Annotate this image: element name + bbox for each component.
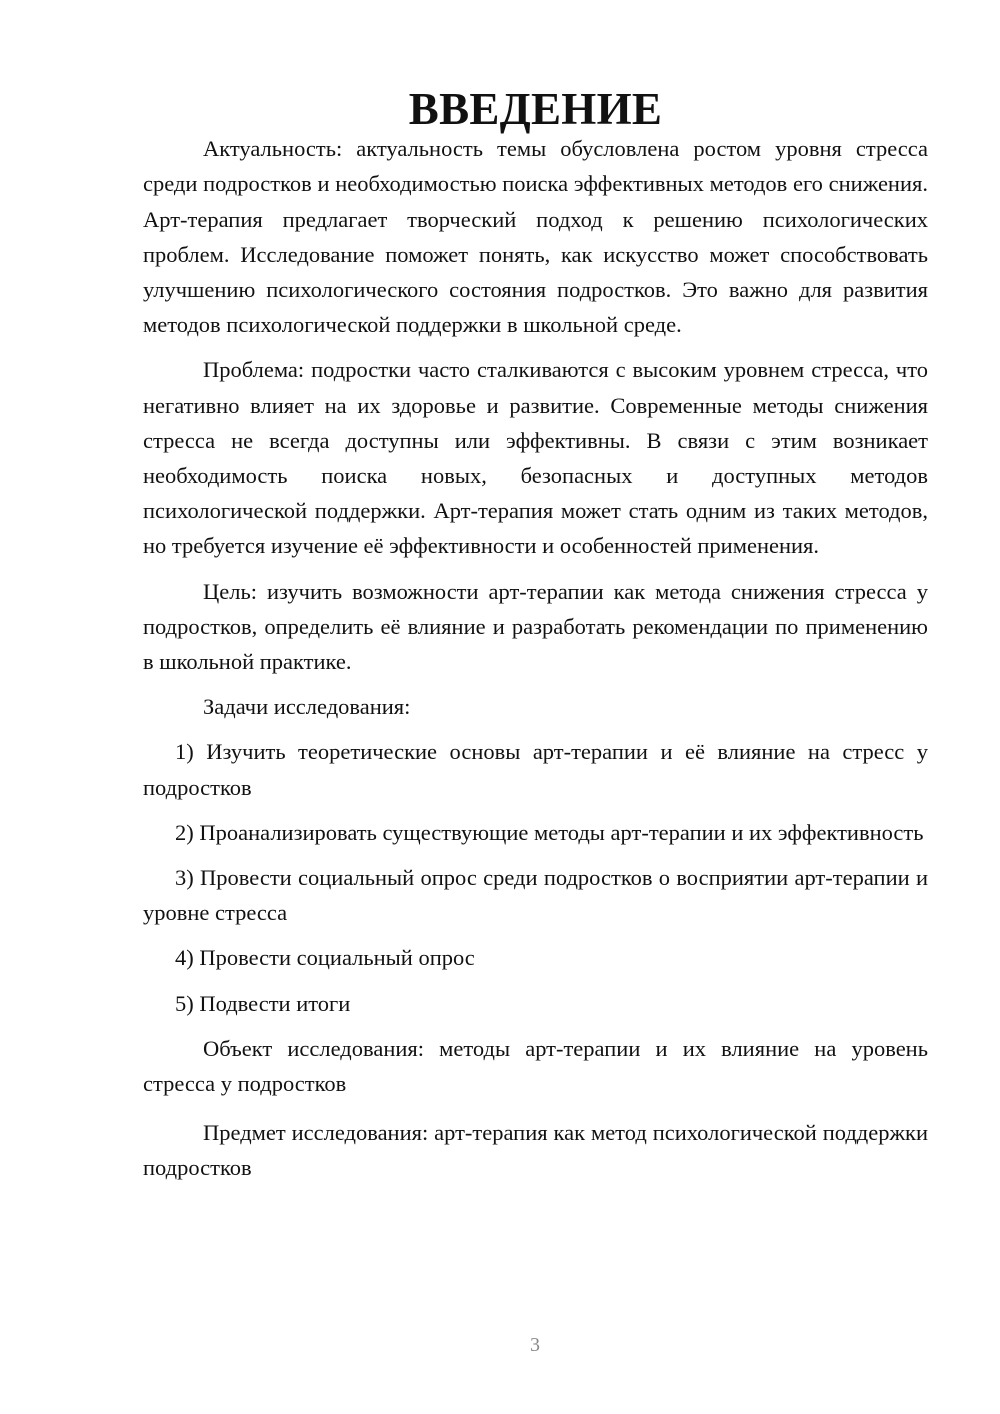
page-title: ВВЕДЕНИЕ bbox=[408, 84, 663, 134]
task-item-2: 2) Проанализировать существующие методы арт-терапии и их эффективность bbox=[175, 819, 924, 845]
document-page bbox=[143, 84, 928, 1186]
task-item-4: 4) Провести социальный опрос bbox=[175, 945, 475, 971]
task-item-3: 3) Провести социальный опрос среди подростков о восприятии арт-терапии и уровне стресса bbox=[143, 865, 928, 926]
paragraph-subject: Предмет исследования: арт-терапия как метод психологической поддержки подростков bbox=[143, 1120, 928, 1181]
task-item-5: 5) Подвести итоги bbox=[175, 990, 351, 1016]
paragraph-object: Объект исследования: методы арт-терапии и их влияние на уровень стресса у подростков bbox=[143, 1035, 928, 1097]
page-number: 3 bbox=[530, 1334, 540, 1356]
paragraph-relevance: Актуальность: актуальность темы обусловлена ростом уровня стресса среди подростков и необходимостью поиска эффективных методов его снижения. Арт-терапия предлагает творческий подход к решению психологических проблем. Исследование поможет понять, как искусство может способствовать улучшению психологического состояния подростков. Это важно для развития методов психологической поддержки в школьной среде. bbox=[143, 136, 928, 338]
paragraph-goal: Цель: изучить возможности арт-терапии как метода снижения стресса у подростков, определить её влияние и разработать рекомендации по применению в школьной практике. bbox=[143, 578, 928, 675]
paragraph-tasks-heading: Задачи исследования: bbox=[203, 694, 411, 720]
task-item-1: 1) Изучить теоретические основы арт-терапии и её влияние на стресс у подростков bbox=[143, 739, 928, 800]
paragraph-problem: Проблема: подростки часто сталкиваются с высоким уровнем стресса, что негативно влияет на их здоровье и развитие. Современные методы снижения стресса не всегда доступны или эффективны. В связи с этим возникает необходимость поиска новых, безопасных и доступных методов психологической поддержки. Арт-терапия может стать одним из таких методов, но требуется изучение её эффективности и особенностей применения. bbox=[143, 357, 928, 559]
